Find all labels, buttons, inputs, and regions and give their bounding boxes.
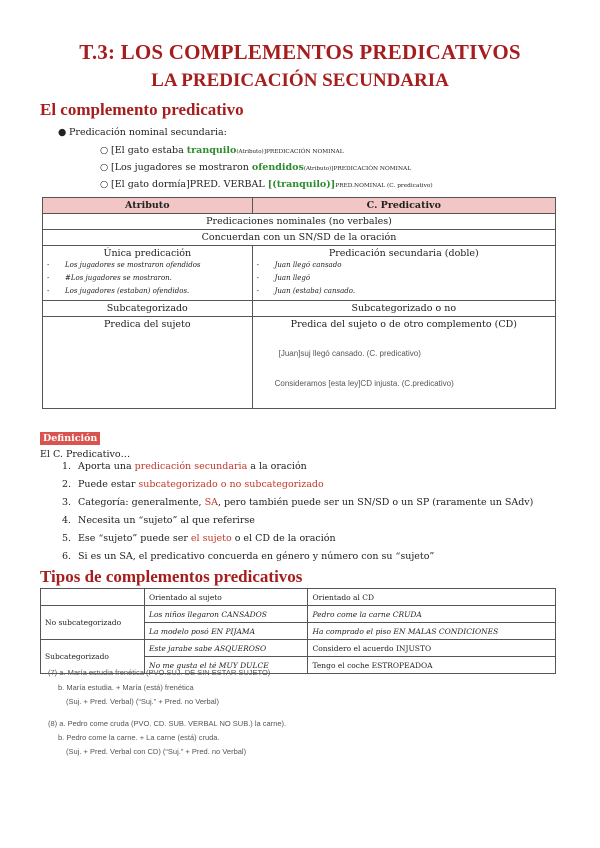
row-concuerdan: Concuerdan con un SN/SD de la oración [43, 230, 556, 246]
comparison-table [42, 197, 556, 409]
header-cd: Orientado al CD [308, 589, 556, 606]
row-no-sub: No subcategorizado [41, 606, 145, 640]
cell-c2: No me gusta el té MUY DULCE [145, 657, 308, 674]
cell-predica-sujeto: Predica del sujeto [43, 317, 253, 409]
row-sub: Subcategorizado [41, 640, 145, 674]
hw-line-6: (Suj. + Pred. Verbal con CD) (“Suj.” + Pred. no Verbal) [66, 747, 247, 756]
definition-label: Definición [40, 432, 100, 445]
definition-list [62, 458, 533, 566]
section-title-2: Tipos de complementos predicativos [40, 567, 303, 586]
cell-sub: Subcategorizado [43, 301, 253, 317]
cell-d1: Considero el acuerdo INJUSTO [308, 640, 556, 657]
cell-a2: La modelo posó EN PIJAMA [145, 623, 308, 640]
header-sujeto: Orientado al sujeto [145, 589, 308, 606]
types-table [40, 588, 556, 674]
corner-cell [41, 589, 145, 606]
list-item: 1. Aporta una predicación secundaria a la oración [62, 461, 307, 472]
list-item: 4. Necesita un “sujeto” al que referirse [62, 515, 255, 526]
list-item: 6. Si es un SA, el predicativo concuerda en género y número con su “sujeto” [62, 551, 435, 562]
page-title: T.3: LOS COMPLEMENTOS PREDICATIVOS [79, 40, 521, 64]
hw-line-5: b. Pedro come la carne. + La carne (está) cruda. [58, 733, 220, 742]
cell-a1: Los niños llegaron CANSADOS [145, 606, 308, 623]
hw-line-1: (7) a. María estudia frenética (PVO.SUJ. DE SIN ESTAR SUJETO) [48, 668, 271, 677]
section-title-1: El complemento predicativo [40, 100, 244, 119]
bullet-item: ● Predicación nominal secundaria: [58, 127, 227, 138]
list-item: 5. Ese “sujeto” puede ser el sujeto o el CD de la oración [62, 533, 336, 544]
example-2: ○ [Los jugadores se mostraron ofendidos(Atributo)]PREDICACIÓN NOMINAL [100, 162, 412, 173]
cell-b1: Pedro come la carne CRUDA [308, 606, 556, 623]
cell-subno: Subcategorizado o no [252, 301, 555, 317]
page-subtitle: LA PREDICACIÓN SECUNDARIA [151, 70, 449, 91]
header-atributo: Atributo [43, 198, 253, 214]
cell-doble: Predicación secundaria (doble) - Juan llegó cansado - Juan llegó - Juan (estaba) cansado. [252, 246, 555, 301]
cell-unica: Única predicación - Los jugadores se mostraron ofendidos - #Los jugadores se mostraron. - Los jugadores (estaban) ofendidos. [43, 246, 253, 301]
cell-d2: Tengo el coche ESTROPEADOA [308, 657, 556, 674]
row-predicaciones: Predicaciones nominales (no verbales) [43, 214, 556, 230]
hw-line-3: (Suj. + Pred. Verbal) (“Suj.” + Pred. no Verbal) [66, 697, 219, 706]
hw-line-2: b. María estudia. + María (está) frenética [58, 683, 194, 692]
cell-b2: Ha comprado el piso EN MALAS CONDICIONES [308, 623, 556, 640]
definition-intro: El C. Predicativo… [40, 449, 131, 460]
list-item: 2. Puede estar subcategorizado o no subcategorizado [62, 479, 324, 490]
hw-line-4: (8) a. Pedro come cruda (PVO. CD. SUB. VERBAL NO SUB.) la carne). [48, 719, 287, 728]
cell-c1: Este jarabe sabe ASQUEROSO [145, 640, 308, 657]
cell-predica-cd: Predica del sujeto o de otro complemento (CD) [Juan]suj llegó cansado. (C. predicativo) Consideramos [esta ley]CD injusta. (C.predicativo) [252, 317, 555, 409]
handwritten-note-2: Consideramos [esta ley]CD injusta. (C.predicativo) [274, 379, 454, 388]
example-3: ○ [El gato dormía]PRED. VERBAL [(tranquilo)]PRED.NOMINAL (C. predicativo) [100, 179, 433, 190]
handwritten-note-1: [Juan]suj llegó cansado. (C. predicativo) [278, 349, 421, 358]
header-predicativo: C. Predicativo [252, 198, 555, 214]
list-item: 3. Categoría: generalmente, SA, pero también puede ser un SN/SD o un SP (raramente un SAdv) [62, 497, 534, 508]
example-1: ○ [El gato estaba tranquilo(Atributo)]PREDICACIÓN NOMINAL [100, 145, 344, 156]
